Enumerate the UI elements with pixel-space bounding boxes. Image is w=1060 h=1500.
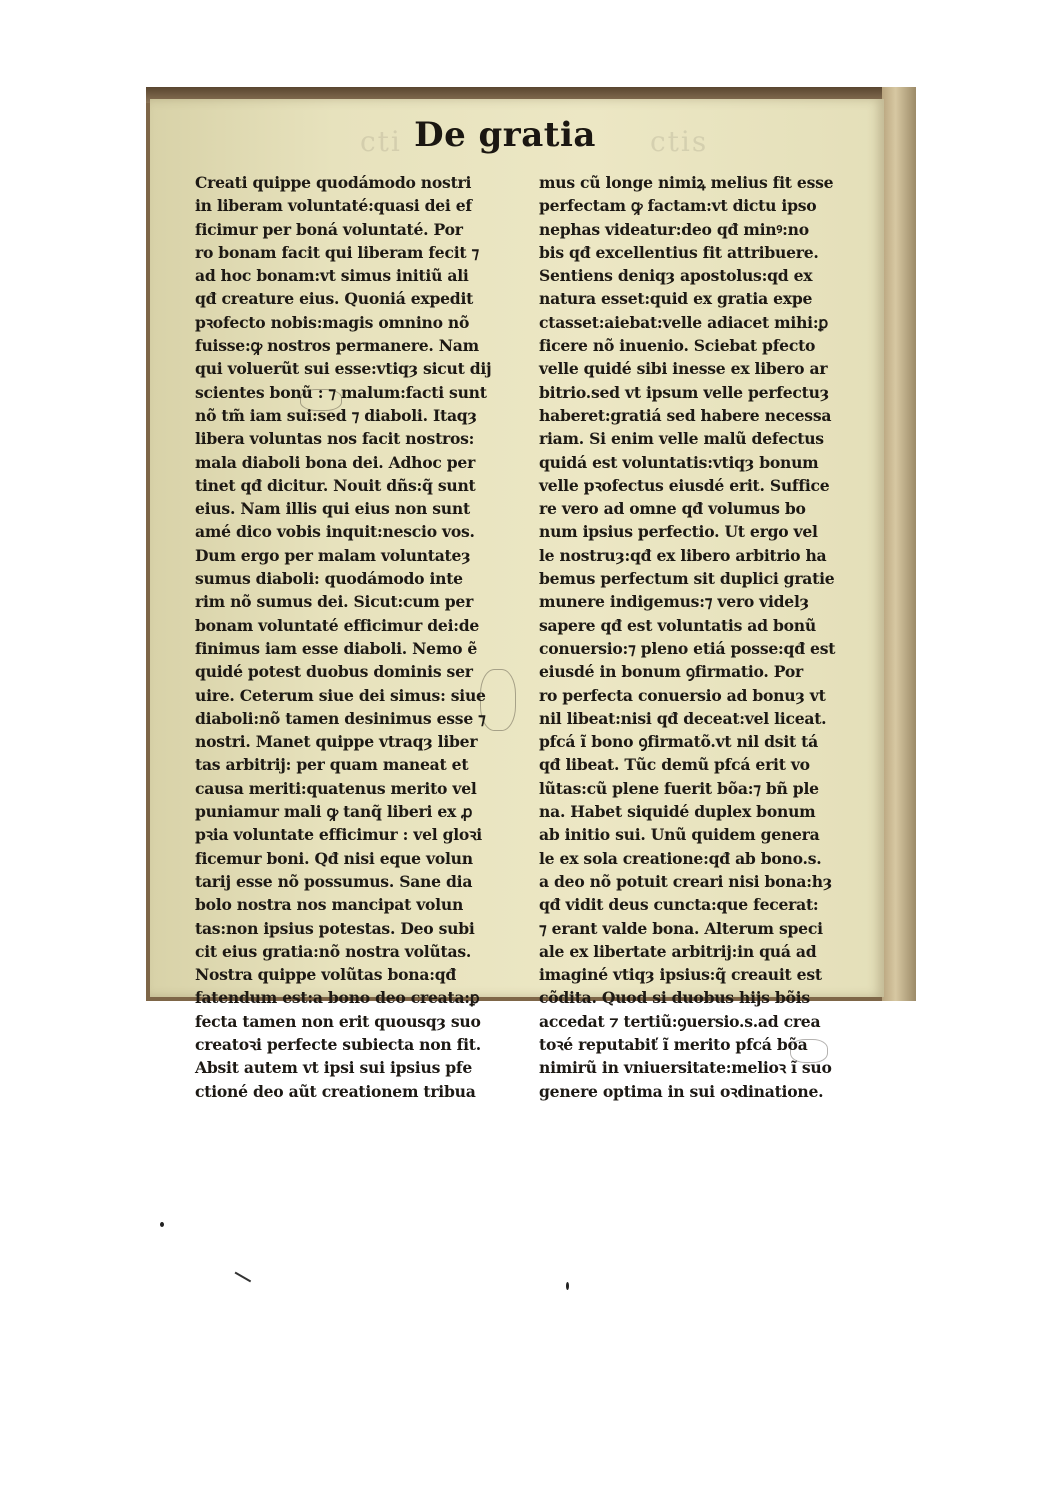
text-line: fatendum est:a bono deo creata:ꝑ xyxy=(195,988,480,1008)
text-column-left xyxy=(195,171,492,1103)
text-line: ⁊ erant valde bona. Alterum speci xyxy=(539,918,823,938)
text-line: quidé potest duobus dominis ser xyxy=(195,662,473,682)
text-line: re vero ad omne qđ volumus bo xyxy=(539,499,806,519)
text-line: bitrio.sed vt ipsum velle perfectuȝ xyxy=(539,382,829,402)
text-line: tas arbitrij: per quam maneat et xyxy=(195,755,469,775)
text-line: pꝛia voluntate efficimur : vel gloꝛi xyxy=(195,825,482,845)
text-line: creatoꝛi perfecte subiecta non fit. xyxy=(195,1034,481,1054)
text-line: ad hoc bonam:vt simus initiũ ali xyxy=(195,266,469,286)
faint-scribble-mark xyxy=(790,1039,828,1063)
text-line: velle quidé sibi inesse ex libero ar xyxy=(539,359,828,379)
text-line: causa meriti:quatenus merito vel xyxy=(195,778,477,798)
text-line: scientes bonũ : ⁊ malum:facti sunt xyxy=(195,382,487,402)
faint-scribble-mark xyxy=(480,669,516,731)
text-line: Dum ergo per malam voluntateȝ xyxy=(195,545,471,565)
bleed-through-text-right: ctis xyxy=(650,125,709,158)
text-line: qđ creature eius. Quoniá expedit xyxy=(195,289,474,309)
text-line: toꝛé reputabiť ĩ merito pfcá bõa xyxy=(539,1034,808,1054)
text-line: perfectam ꝙ factam:vt dictu ipso xyxy=(539,196,817,216)
text-line: conuersio:⁊ pleno etiá posse:qđ est xyxy=(539,638,836,658)
text-line: ab initio sui. Unũ quidem genera xyxy=(539,825,820,845)
ink-speck xyxy=(566,1282,569,1290)
text-line: genere optima in sui oꝛdinatione. xyxy=(539,1081,824,1101)
text-line: pꝛofecto nobis:magis omnino nõ xyxy=(195,312,470,332)
text-line: na. Habet siquidé duplex bonum xyxy=(539,802,816,822)
text-line: mus cũ longe nimiꝝ melius fit esse xyxy=(539,173,834,192)
text-line: accedat ⁊ tertiũ:ꝯuersio.s.ad crea xyxy=(539,1011,821,1031)
text-line: tarij esse nõ possumus. Sane dia xyxy=(195,871,473,891)
text-line: ficemur boni. Qđ nisi eque volun xyxy=(195,848,473,868)
text-line: uire. Ceterum siue dei simus: siue xyxy=(195,685,486,705)
text-line: diaboli:nõ tamen desinimus esse ⁊ xyxy=(195,708,486,728)
text-line: rim nõ sumus dei. Sicut:cum per xyxy=(195,592,474,612)
text-line: tas:non ipsius potestas. Deo subi xyxy=(195,918,475,938)
text-line: quidá est voluntatis:vtiqȝ bonum xyxy=(539,452,819,472)
text-line: cit eius gratia:nõ nostra volũtas. xyxy=(195,941,472,961)
text-line: ale ex libertate arbitrij:in quá ad xyxy=(539,941,817,961)
running-head: De gratia xyxy=(414,115,596,155)
text-line: qđ libeat. Tũc demũ pfcá erit vo xyxy=(539,755,810,775)
paper-leaf xyxy=(150,99,884,1101)
text-line: eius. Nam illis qui eius non sunt xyxy=(195,499,470,519)
book-fore-edge xyxy=(882,87,916,1001)
text-line: cõdita. Quod si duobus hijs bõis xyxy=(539,988,810,1008)
text-line: sumus diaboli: quodámodo inte xyxy=(195,569,463,589)
text-line: tinet qđ dicitur. Nouit dñs:q̃ sunt xyxy=(195,475,476,495)
ink-stroke xyxy=(235,1272,251,1282)
text-line: in liberam voluntaté:quasi dei ef xyxy=(195,196,472,216)
text-line: natura esset:quid ex gratia expe xyxy=(539,289,813,309)
text-line: qđ vidit deus cuncta:que fecerat: xyxy=(539,895,819,915)
text-line: bemus perfectum sit duplici gratie xyxy=(539,569,835,589)
scanned-page xyxy=(146,87,916,1101)
text-line: Creati quippe quodámodo nostri xyxy=(195,173,472,192)
bleed-through-text-left: cti xyxy=(360,125,402,158)
text-line: nimirũ in vniuersitate:melioꝛ ĩ suo xyxy=(539,1058,832,1078)
text-line: mala diaboli bona dei. Adhoc per xyxy=(195,452,476,472)
text-line: nostri. Manet quippe vtraqȝ liber xyxy=(195,732,478,752)
text-line: ctioné deo aũt creationem tribua xyxy=(195,1081,476,1101)
text-line: bis qđ excellentius fit attribuere. xyxy=(539,242,819,262)
text-line: bonam voluntaté efficimur dei:de xyxy=(195,615,480,635)
text-line: a deo nõ potuit creari nisi bona:hȝ xyxy=(539,871,833,891)
text-line: amé dico vobis inquit:nescio vos. xyxy=(195,522,475,542)
text-line: num ipsius perfectio. Ut ergo vel xyxy=(539,522,818,542)
text-line: pfcá ĩ bono ꝯfirmatõ.vt nil dsit tá xyxy=(539,732,818,752)
text-line: fecta tamen non erit quousqȝ suo xyxy=(195,1011,481,1031)
text-line: haberet:gratiá sed habere necessa xyxy=(539,405,832,425)
text-line: lũtas:cũ plene fuerit bõa:⁊ bñ ple xyxy=(539,778,819,798)
text-line: sapere qđ est voluntatis ad bonũ xyxy=(539,615,816,635)
text-line: libera voluntas nos facit nostros: xyxy=(195,429,475,449)
text-line: puniamur mali ꝙ tanq̃ liberi ex ꝓ xyxy=(195,802,473,822)
ink-speck xyxy=(160,1222,164,1227)
text-line: finimus iam esse diaboli. Nemo ẽ xyxy=(195,638,478,658)
text-line: bolo nostra nos mancipat volun xyxy=(195,895,464,915)
text-line: ro bonam facit qui liberam fecit ⁊ xyxy=(195,242,480,262)
text-line: nil libeat:nisi qđ deceat:vel liceat. xyxy=(539,708,827,728)
text-line: eiusdé in bonum ꝯfirmatio. Por xyxy=(539,662,803,682)
text-line: munere indigemus:⁊ vero videlȝ xyxy=(539,592,809,612)
text-line: Absit autem vt ipsi sui ipsius pfe xyxy=(195,1058,473,1078)
text-line: ro perfecta conuersio ad bonuȝ vt xyxy=(539,685,826,705)
text-line: Sentiens deniqȝ apostolus:qd ex xyxy=(539,266,813,286)
text-line: imaginé vtiqȝ ipsius:q̃ creauit est xyxy=(539,965,822,985)
text-line: ficere nõ inuenio. Sciebat pfecto xyxy=(539,336,816,356)
text-line: fuisse:ꝙ nostros permanere. Nam xyxy=(195,336,479,356)
text-line: qui voluerũt sui esse:vtiqȝ sicut dij xyxy=(195,359,492,379)
text-line: nõ tm̃ iam sui:sed ⁊ diaboli. Itaqȝ xyxy=(195,405,477,425)
faint-scribble-mark xyxy=(300,389,342,411)
text-line: riam. Si enim velle malũ defectus xyxy=(539,429,824,449)
text-line: ficimur per boná voluntaté. Por xyxy=(195,219,463,239)
text-column-right xyxy=(539,171,836,1103)
text-line: Nostra quippe volũtas bona:qđ xyxy=(195,965,457,985)
text-line: velle pꝛofectus eiusdé erit. Suffice xyxy=(539,475,830,495)
text-line: ctasset:aiebat:velle adiacet mihi:ꝑ xyxy=(539,312,829,332)
text-line: nephas videatur:deo qđ minꝰ:no xyxy=(539,219,809,239)
text-line: le nostruȝ:qđ ex libero arbitrio ha xyxy=(539,545,827,565)
text-line: le ex sola creatione:qđ ab bono.s. xyxy=(539,848,822,868)
